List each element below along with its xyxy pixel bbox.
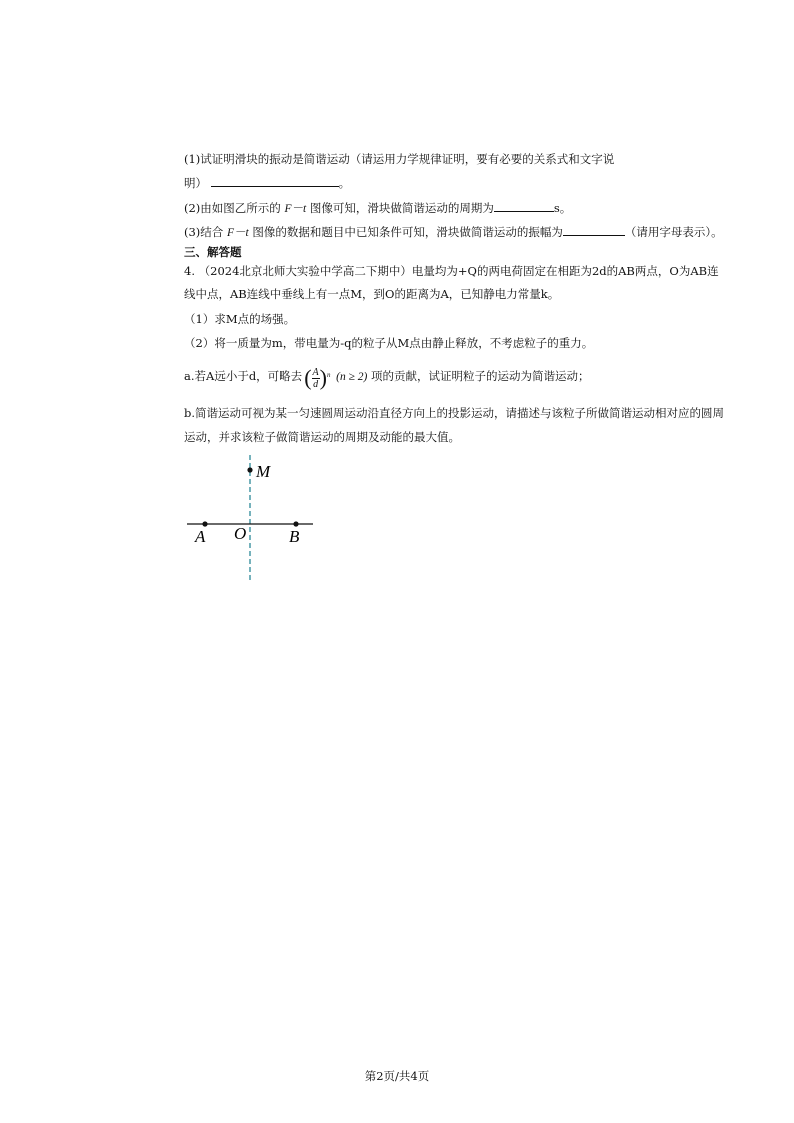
label-A: A — [195, 527, 206, 546]
fraction-numerator: A — [312, 366, 319, 378]
question-part-2-text-cont: 图像可知，滑块做简谐运动的周期为 — [309, 201, 494, 215]
fraction-exponent: n — [326, 371, 331, 379]
point-M — [247, 467, 252, 472]
answer-blank-2[interactable] — [494, 199, 554, 212]
question-4-sub-2: （2）将一质量为m，带电量为-q的粒子从M点由静止释放，不考虑粒子的重力。 — [184, 336, 594, 350]
question-4-line-2: 线中点，AB连线中垂线上有一点M，到O的距离为A，已知静电力常量k。 — [184, 287, 560, 301]
question-4-part-b-line-1: b.简谐运动可视为某一匀速圆周运动沿直径方向上的投影运动，请描述与该粒子所做简谐运动相对应的圆周 — [184, 406, 725, 420]
point-B — [293, 521, 298, 526]
question-part-3-end: （请用字母表示）。 — [624, 225, 723, 239]
punctuation: 。 — [338, 176, 351, 190]
label-B: B — [289, 527, 300, 546]
question-part-3 — [184, 223, 723, 241]
page-footer: 第2页/共4页 — [364, 1069, 430, 1083]
ft-graph-symbol: F－t — [284, 203, 307, 215]
part-a-condition: (n ≥ 2) — [336, 371, 368, 383]
question-4-line-1: 4. （2024北京北师大实验中学高二下期中）电量均为+Q的两电荷固定在相距为2d的AB两点，O为AB连 — [184, 264, 719, 278]
section-title: 三、解答题 — [184, 245, 242, 259]
unit-text: s。 — [553, 201, 572, 215]
question-4-part-b-line-2: 运动，并求该粒子做简谐运动的周期及动能的最大值。 — [184, 430, 460, 444]
fraction-denominator: d — [313, 378, 319, 390]
label-O: O — [234, 524, 247, 543]
question-part-3-text-cont: 图像的数据和题目中已知条件可知，滑块做简谐运动的振幅为 — [252, 225, 563, 239]
question-part-2-text: (2)由如图乙所示的 — [184, 201, 281, 215]
question-part-1-text-cont: 明） — [184, 176, 207, 190]
part-a-text-cont: 项的贡献，试证明粒子的运动为简谐运动； — [371, 369, 590, 383]
question-part-1-text: (1)试证明滑块的振动是简谐运动（请运用力学规律证明，要有必要的关系式和文字说 — [184, 152, 615, 166]
label-M: M — [256, 462, 271, 481]
question-part-1-line-1 — [184, 151, 614, 167]
point-A — [202, 521, 207, 526]
part-a-text: a.若A远小于d，可略去 — [184, 369, 303, 383]
answer-blank-3[interactable] — [563, 223, 625, 236]
ft-graph-symbol-2: F－t — [226, 227, 249, 239]
question-4-part-a — [184, 361, 590, 392]
question-part-3-text: (3)结合 — [184, 225, 224, 239]
answer-blank-1[interactable] — [211, 174, 339, 187]
fraction-A-over-d: ( $\frac{A}{d}$ )$^n$ — [304, 365, 331, 390]
charge-diagram — [180, 452, 330, 587]
question-part-1-line-2 — [184, 174, 350, 191]
question-part-2 — [184, 199, 571, 217]
question-4-sub-1: （1）求M点的场强。 — [184, 312, 296, 326]
